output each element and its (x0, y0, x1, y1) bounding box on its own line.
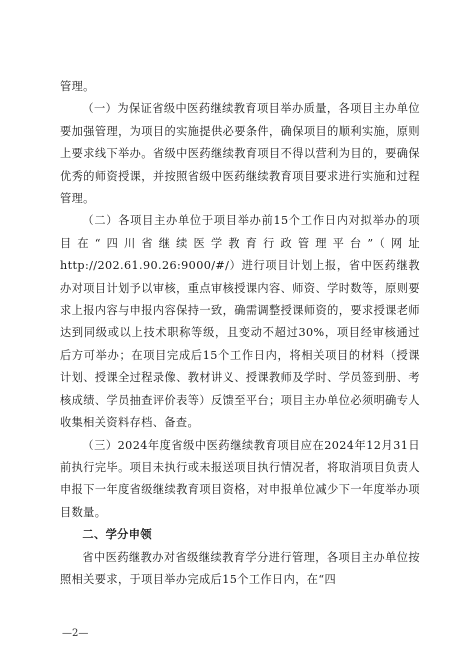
paragraph-item-2: （二）各项目主办单位于项目举办前15个工作日内对拟举办的项目在“四川省继续医学教育行政管理平台”（网址http://202.61.90.26:9000/#/）进行项目计划上报，省中医药继教办对项目计划予以审核，重点审核授课内容、师资、学时数等，原则要求上报内容与申报内容保持一致，确需调整授课师资的，要求授课老师达到同级或以上技术职称等级，且变动不超过30%，项目经审核通过后方可举办；在项目完成后15个工作日内，将相关项目的材料（授课计划、授课全过程录像、教材讲义、授课教师及学时、学员签到册、考核成绩、学员抽查评价表等）反馈至平台；项目主办单位必须明确专人收集相关资料存档、备查。 (60, 214, 420, 430)
paragraph-credits: 省中医药继教办对省级继续教育学分进行管理，各项目主办单位按照相关要求，于项目举办完成后15个工作日内，在“四 (60, 550, 420, 586)
section-heading: 二、学分申领 (82, 528, 152, 542)
paragraph-item-3: （三）2024年度省级中医药继续教育项目应在2024年12月31日前执行完毕。项目未执行或未报送项目执行情况者，将取消项目负责人申报下一年度省级继续教育项目资格，对申报单位减少下一年度举办项目数量。 (60, 438, 420, 519)
paragraph-continuation: 管理。 (60, 80, 95, 93)
paragraph-item-1: （一）为保证省级中医药继续教育项目举办质量，各项目主办单位要加强管理，为项目的实施提供必要条件，确保项目的顺利实施，原则上要求线下举办。省级中医药继续教育项目不得以营利为目的，要确保优秀的师资授课，并按照省级中医药继续教育项目要求进行实施和过程管理。 (60, 102, 420, 206)
document-body (60, 76, 420, 591)
page-number: —2— (62, 628, 89, 639)
